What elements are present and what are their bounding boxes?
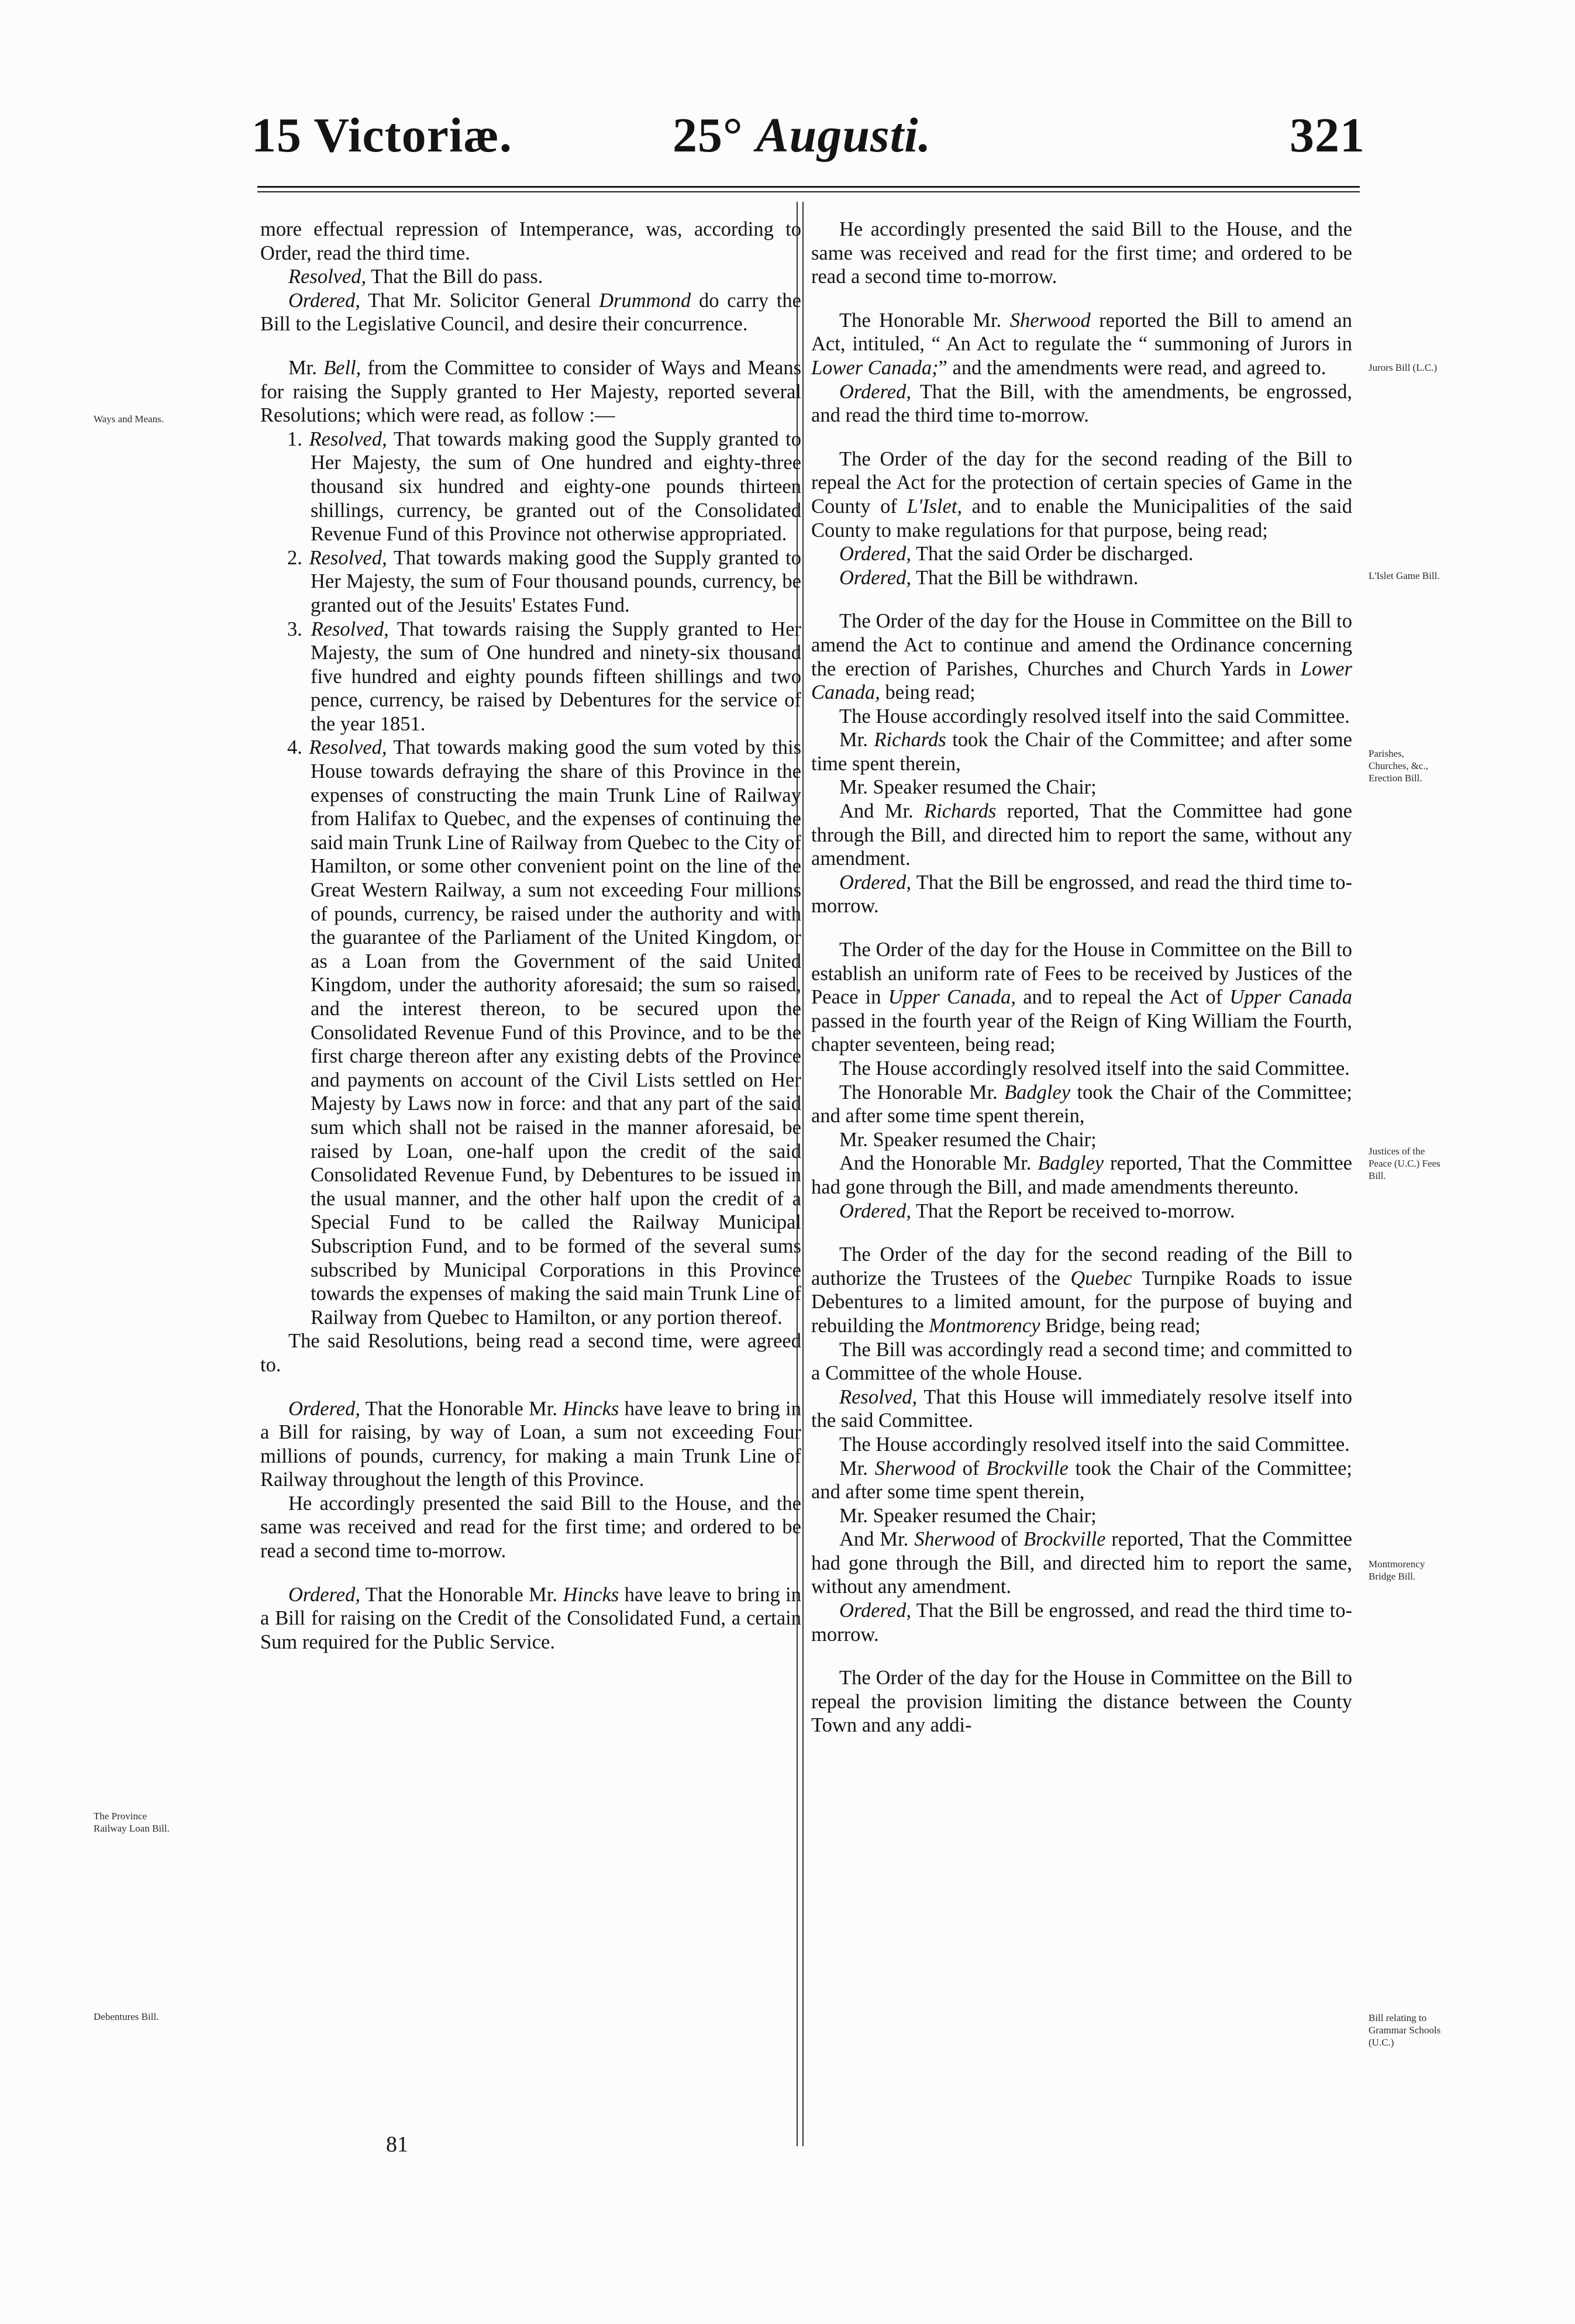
paragraph — [811, 447, 1352, 542]
paragraph — [260, 1397, 801, 1492]
text-run: 1. — [287, 427, 309, 450]
text-run: ” and the amendments were read, and agreed to. — [938, 356, 1326, 379]
text-run: That the Bill be engrossed, and read the third time to-morrow. — [811, 1599, 1352, 1646]
running-head-date — [673, 108, 932, 163]
italic-term: Sherwood — [874, 1457, 956, 1480]
text-run: And Mr. — [839, 1528, 915, 1551]
paragraph — [811, 1151, 1352, 1199]
text-run: Turnpike Roads to issue Debentures to a limited amount, for the purpose of buying and rebuilding the — [811, 1267, 1352, 1337]
italic-term: L'Islet, — [907, 495, 963, 518]
text-run: 3. — [287, 618, 311, 640]
italic-term: Resolved, — [309, 427, 387, 450]
text-run: Mr. — [839, 729, 874, 751]
paragraph — [811, 218, 1352, 289]
date-day: 25° — [673, 108, 743, 163]
paragraph — [260, 1329, 801, 1377]
paragraph — [811, 1128, 1352, 1152]
text-run: reported, That the Committee had gone through the Bill, and directed him to report the same, without any amendment. — [811, 1528, 1352, 1598]
text-run: and to enable the Municipalities of the said County to make regulations for that purpose, being read; — [811, 495, 1352, 542]
italic-term: Resolved, — [311, 618, 389, 640]
text-run: more effectual repression of Intemperance, was, according to Order, read the third time. — [260, 218, 801, 264]
margin-note-montmorency: Montmorency Bridge Bill. — [1369, 1558, 1425, 1582]
italic-term: Brockville — [1023, 1528, 1106, 1551]
text-run: The House accordingly resolved itself into the said Committee. — [839, 1433, 1350, 1456]
left-column — [260, 218, 801, 1654]
paragraph — [811, 1385, 1352, 1433]
margin-note-grammar-schools: Bill relating to Grammar Schools (U.C.) — [1369, 2012, 1441, 2048]
paragraph — [811, 871, 1352, 918]
text-run: and to repeal the Act of — [1016, 986, 1230, 1009]
text-run: Mr. — [839, 1457, 875, 1480]
paragraph — [811, 1504, 1352, 1528]
paragraph — [260, 218, 801, 265]
signature-folio: 81 — [386, 2132, 408, 2157]
paragraph — [811, 309, 1352, 380]
text-run: The Honorable Mr. — [839, 309, 1010, 332]
paragraph — [811, 1081, 1352, 1128]
text-run: That the Honorable Mr. — [360, 1583, 563, 1606]
italic-term: Sherwood — [914, 1528, 995, 1551]
paragraph — [260, 546, 801, 618]
text-run: That towards making good the sum voted by this House towards defraying the share of this Province in the expenses of constructing the main Trunk Line of Railway from Halifax to Quebec, and the expenses of continuing the said main Trunk Line of Railway from Quebec to the City of Hamilton, or some other convenient point on the line of the Great Western Railway, a sum not exceeding Four millions of pounds, currency, be raised under the authority and with the guarantee of the Parliament of the United Kingdom, or as a Loan from the Government of the said United Kingdom, under the authority aforesaid; the sum so raised, and the interest thereon, to be secured upon the Consolidated Revenue Fund of this Province, and to be the first charge thereon after any existing debts of the Province and payments on account of the Civil Lists settled on Her Majesty by Laws now in force: and that any part of the said sum which shall not be raised in the manner aforesaid, be raised by Loan, one-half upon the credit of the said Consolidated Revenue Fund, by Debentures to be issued in the usual manner, and the other half upon the credit of a Special Fund to be called the Railway Municipal Subscription Fund, and to be formed of the several sums subscribed by Municipal Corporations in this Province towards the expenses of making the said main Trunk Line of Railway from Quebec to Hamilton, or any portion thereof. — [311, 736, 801, 1329]
text-run: Mr. Speaker resumed the Chair; — [839, 1504, 1097, 1527]
margin-note-justices-fees: Justices of the Peace (U.C.) Fees Bill. — [1369, 1146, 1440, 1181]
text-run: 2. — [287, 546, 309, 569]
paragraph — [811, 1199, 1352, 1223]
italic-term: Ordered, — [839, 380, 911, 403]
italic-term: Brockville — [986, 1457, 1069, 1480]
text-run: And the Honorable Mr. — [839, 1152, 1038, 1175]
margin-note-jurors: Jurors Bill (L.C.) — [1369, 362, 1438, 373]
paragraph — [811, 542, 1352, 566]
text-run: That the Report be received to-morrow. — [911, 1199, 1235, 1222]
text-run: took the Chair of the Committee; and after some time spent therein, — [811, 729, 1353, 775]
text-run: The Order of the day for the House in Committee on the Bill to amend the Act to continue and amend the Ordinance concerning the erection of Parishes, Churches and Church Yards in — [811, 610, 1352, 680]
text-run: He accordingly presented the said Bill to the House, and the same was received and read for the first time; and ordered to be read a second time to-morrow. — [811, 218, 1352, 288]
paragraph — [260, 265, 801, 289]
running-head-regnal-year: 15 Victoriæ. — [251, 108, 512, 163]
italic-term: Hincks — [563, 1583, 619, 1606]
text-run: That towards making good the Supply granted to Her Majesty, the sum of One hundred and eighty-three thousand six hundred and eighty-one pounds thirteen shillings, currency, be granted out of the Consolidated Revenue Fund of this Province not otherwise appropriated. — [311, 427, 802, 546]
italic-term: Ordered, — [839, 1599, 911, 1622]
text-run: of — [995, 1528, 1023, 1551]
italic-term: Lower Canada; — [811, 356, 939, 379]
text-run: have leave to bring in a Bill for raising on the Credit of the Consolidated Fund, a certain Sum required for the Public Service. — [260, 1583, 801, 1653]
paragraph — [260, 356, 801, 427]
text-run: have leave to bring in a Bill for raising, by way of Loan, a sum not exceeding Four millions of pounds, currency, for making a main Trunk Line of Railway throughout the length of this Province. — [260, 1397, 801, 1491]
paragraph — [260, 1492, 801, 1563]
italic-term: Hincks — [563, 1397, 619, 1420]
italic-term: Bell, — [323, 356, 361, 379]
margin-note-ways-and-means: Ways and Means. — [94, 413, 164, 425]
text-run: The Order of the day for the second reading of the Bill to repeal the Act for the protection of certain species of Game in the County of — [811, 447, 1352, 518]
italic-term: Resolved, — [288, 265, 367, 288]
paragraph — [811, 1666, 1352, 1737]
italic-term: Resolved, — [839, 1385, 918, 1408]
date-month: Augusti. — [756, 108, 932, 163]
text-run: do carry the Bill to the Legislative Council, and desire their concurrence. — [260, 289, 801, 336]
paragraph — [260, 289, 801, 336]
paragraph — [811, 1433, 1352, 1457]
margin-note-railway-loan: The Province Railway Loan Bill. — [94, 1811, 170, 1834]
italic-term: Richards — [874, 729, 946, 751]
paragraph — [811, 380, 1352, 427]
paragraph — [811, 938, 1352, 1057]
paragraph — [260, 618, 801, 736]
text-run: The Bill was accordingly read a second time; and committed to a Committee of the whole House. — [811, 1338, 1352, 1385]
italic-term: Ordered, — [839, 871, 911, 894]
text-run: took the Chair of the Committee; and after some time spent therein, — [811, 1081, 1352, 1127]
paragraph — [260, 1583, 801, 1654]
margin-note-parishes: Parishes, Churches, &c., Erection Bill. — [1369, 748, 1428, 784]
paragraph — [811, 609, 1352, 704]
paragraph — [811, 1338, 1352, 1385]
text-run: That towards making good the Supply granted to Her Majesty, the sum of Four thousand pounds, currency, be granted out of the Jesuits' Estates Fund. — [311, 546, 802, 616]
text-run: That the Bill do pass. — [366, 265, 543, 288]
text-run: The Honorable Mr. — [839, 1081, 1005, 1104]
text-run: That Mr. Solicitor General — [360, 289, 599, 312]
text-run: Mr. — [288, 356, 324, 379]
text-run: The House accordingly resolved itself into the said Committee. — [839, 1057, 1350, 1080]
italic-term: Quebec — [1070, 1267, 1132, 1289]
italic-term: Ordered, — [839, 1199, 911, 1222]
text-run: The said Resolutions, being read a second time, were agreed to. — [260, 1330, 801, 1376]
paragraph — [811, 1057, 1352, 1081]
paragraph — [811, 1457, 1352, 1504]
text-run: reported the Bill to amend an Act, intituled, “ An Act to regulate the “ summoning of Jurors in — [811, 309, 1352, 356]
paragraph — [260, 427, 801, 546]
text-run: That the Bill, with the amendments, be engrossed, and read the third time to-morrow. — [811, 380, 1352, 427]
paragraph — [811, 705, 1352, 729]
text-run: from the Committee to consider of Ways and Means for raising the Supply granted to Her Majesty, reported several Resolutions; which were read, as follow :— — [260, 356, 801, 427]
text-run: took the Chair of the Committee; and after some time spent therein, — [811, 1457, 1352, 1504]
text-run: of — [955, 1457, 987, 1480]
italic-term: Richards — [924, 800, 997, 823]
italic-term: Ordered, — [839, 566, 911, 589]
right-column — [811, 218, 1352, 1737]
text-run: That the Bill be withdrawn. — [911, 566, 1139, 589]
italic-term: Ordered, — [288, 1397, 360, 1420]
italic-term: Ordered, — [839, 543, 911, 566]
margin-note-debentures: Debentures Bill. — [94, 2011, 159, 2022]
text-run: Bridge, being read; — [1040, 1314, 1201, 1337]
text-run: That the Honorable Mr. — [360, 1397, 563, 1420]
paragraph — [811, 1599, 1352, 1646]
italic-term: Lower Canada, — [811, 657, 1352, 704]
italic-term: Resolved, — [309, 736, 387, 759]
italic-term: Resolved, — [309, 546, 387, 569]
text-run: being read; — [880, 681, 976, 704]
text-run: That this House will immediately resolve itself into the said Committee. — [811, 1385, 1352, 1432]
paragraph — [811, 1528, 1352, 1599]
text-run: Mr. Speaker resumed the Chair; — [839, 1128, 1097, 1151]
italic-term: Upper Canada — [1229, 986, 1352, 1009]
page-number: 321 — [1290, 108, 1365, 163]
text-run: That the Bill be engrossed, and read the third time to-morrow. — [811, 871, 1352, 918]
italic-term: Ordered, — [288, 1583, 360, 1606]
header-rule-double — [257, 191, 1360, 192]
paragraph — [811, 799, 1352, 871]
text-run: reported, That the Committee had gone through the Bill, and directed him to report the same, without any amendment. — [811, 800, 1352, 870]
text-run: And Mr. — [839, 800, 925, 823]
paragraph — [260, 736, 801, 1329]
paragraph — [811, 1243, 1352, 1337]
text-run: reported, That the Committee had gone through the Bill, and made amendments thereunto. — [811, 1152, 1352, 1198]
italic-term: Drummond — [599, 289, 691, 312]
text-run: 4. — [287, 736, 309, 759]
italic-term: Sherwood — [1009, 309, 1091, 332]
italic-term: Badgley — [1038, 1152, 1104, 1175]
italic-term: Badgley — [1004, 1081, 1071, 1104]
margin-note-lislet-game: L'Islet Game Bill. — [1369, 570, 1440, 581]
text-run: He accordingly presented the said Bill to the House, and the same was received and read for the first time; and ordered to be read a second time to-morrow. — [260, 1492, 801, 1563]
header-rule — [257, 186, 1360, 188]
italic-term: Upper Canada, — [888, 986, 1016, 1009]
text-run: The Order of the day for the House in Committee on the Bill to repeal the provision limiting the distance between the County Town and any addi- — [811, 1667, 1352, 1737]
text-run: That the said Order be discharged. — [911, 543, 1194, 566]
text-run: The House accordingly resolved itself into the said Committee. — [839, 705, 1350, 727]
paragraph — [811, 775, 1352, 799]
text-run: The Order of the day for the second reading of the Bill to authorize the Trustees of the — [811, 1243, 1352, 1289]
italic-term: Ordered, — [288, 289, 360, 312]
paragraph — [811, 728, 1352, 775]
paragraph — [811, 566, 1352, 590]
text-run: Mr. Speaker resumed the Chair; — [839, 776, 1097, 799]
italic-term: Montmorency — [929, 1314, 1040, 1337]
text-run: passed in the fourth year of the Reign of King William the Fourth, chapter seventeen, being read; — [811, 1009, 1352, 1056]
text-run: That towards raising the Supply granted to Her Majesty, the sum of One hundred and ninety-six thousand five hundred and eighty pounds fifteen shillings and two pence, currency, be raised by Debentures for the service of the year 1851. — [311, 618, 801, 735]
text-run: The Order of the day for the House in Committee on the Bill to establish an uniform rate of Fees to be received by Justices of the Peace in — [811, 939, 1352, 1009]
